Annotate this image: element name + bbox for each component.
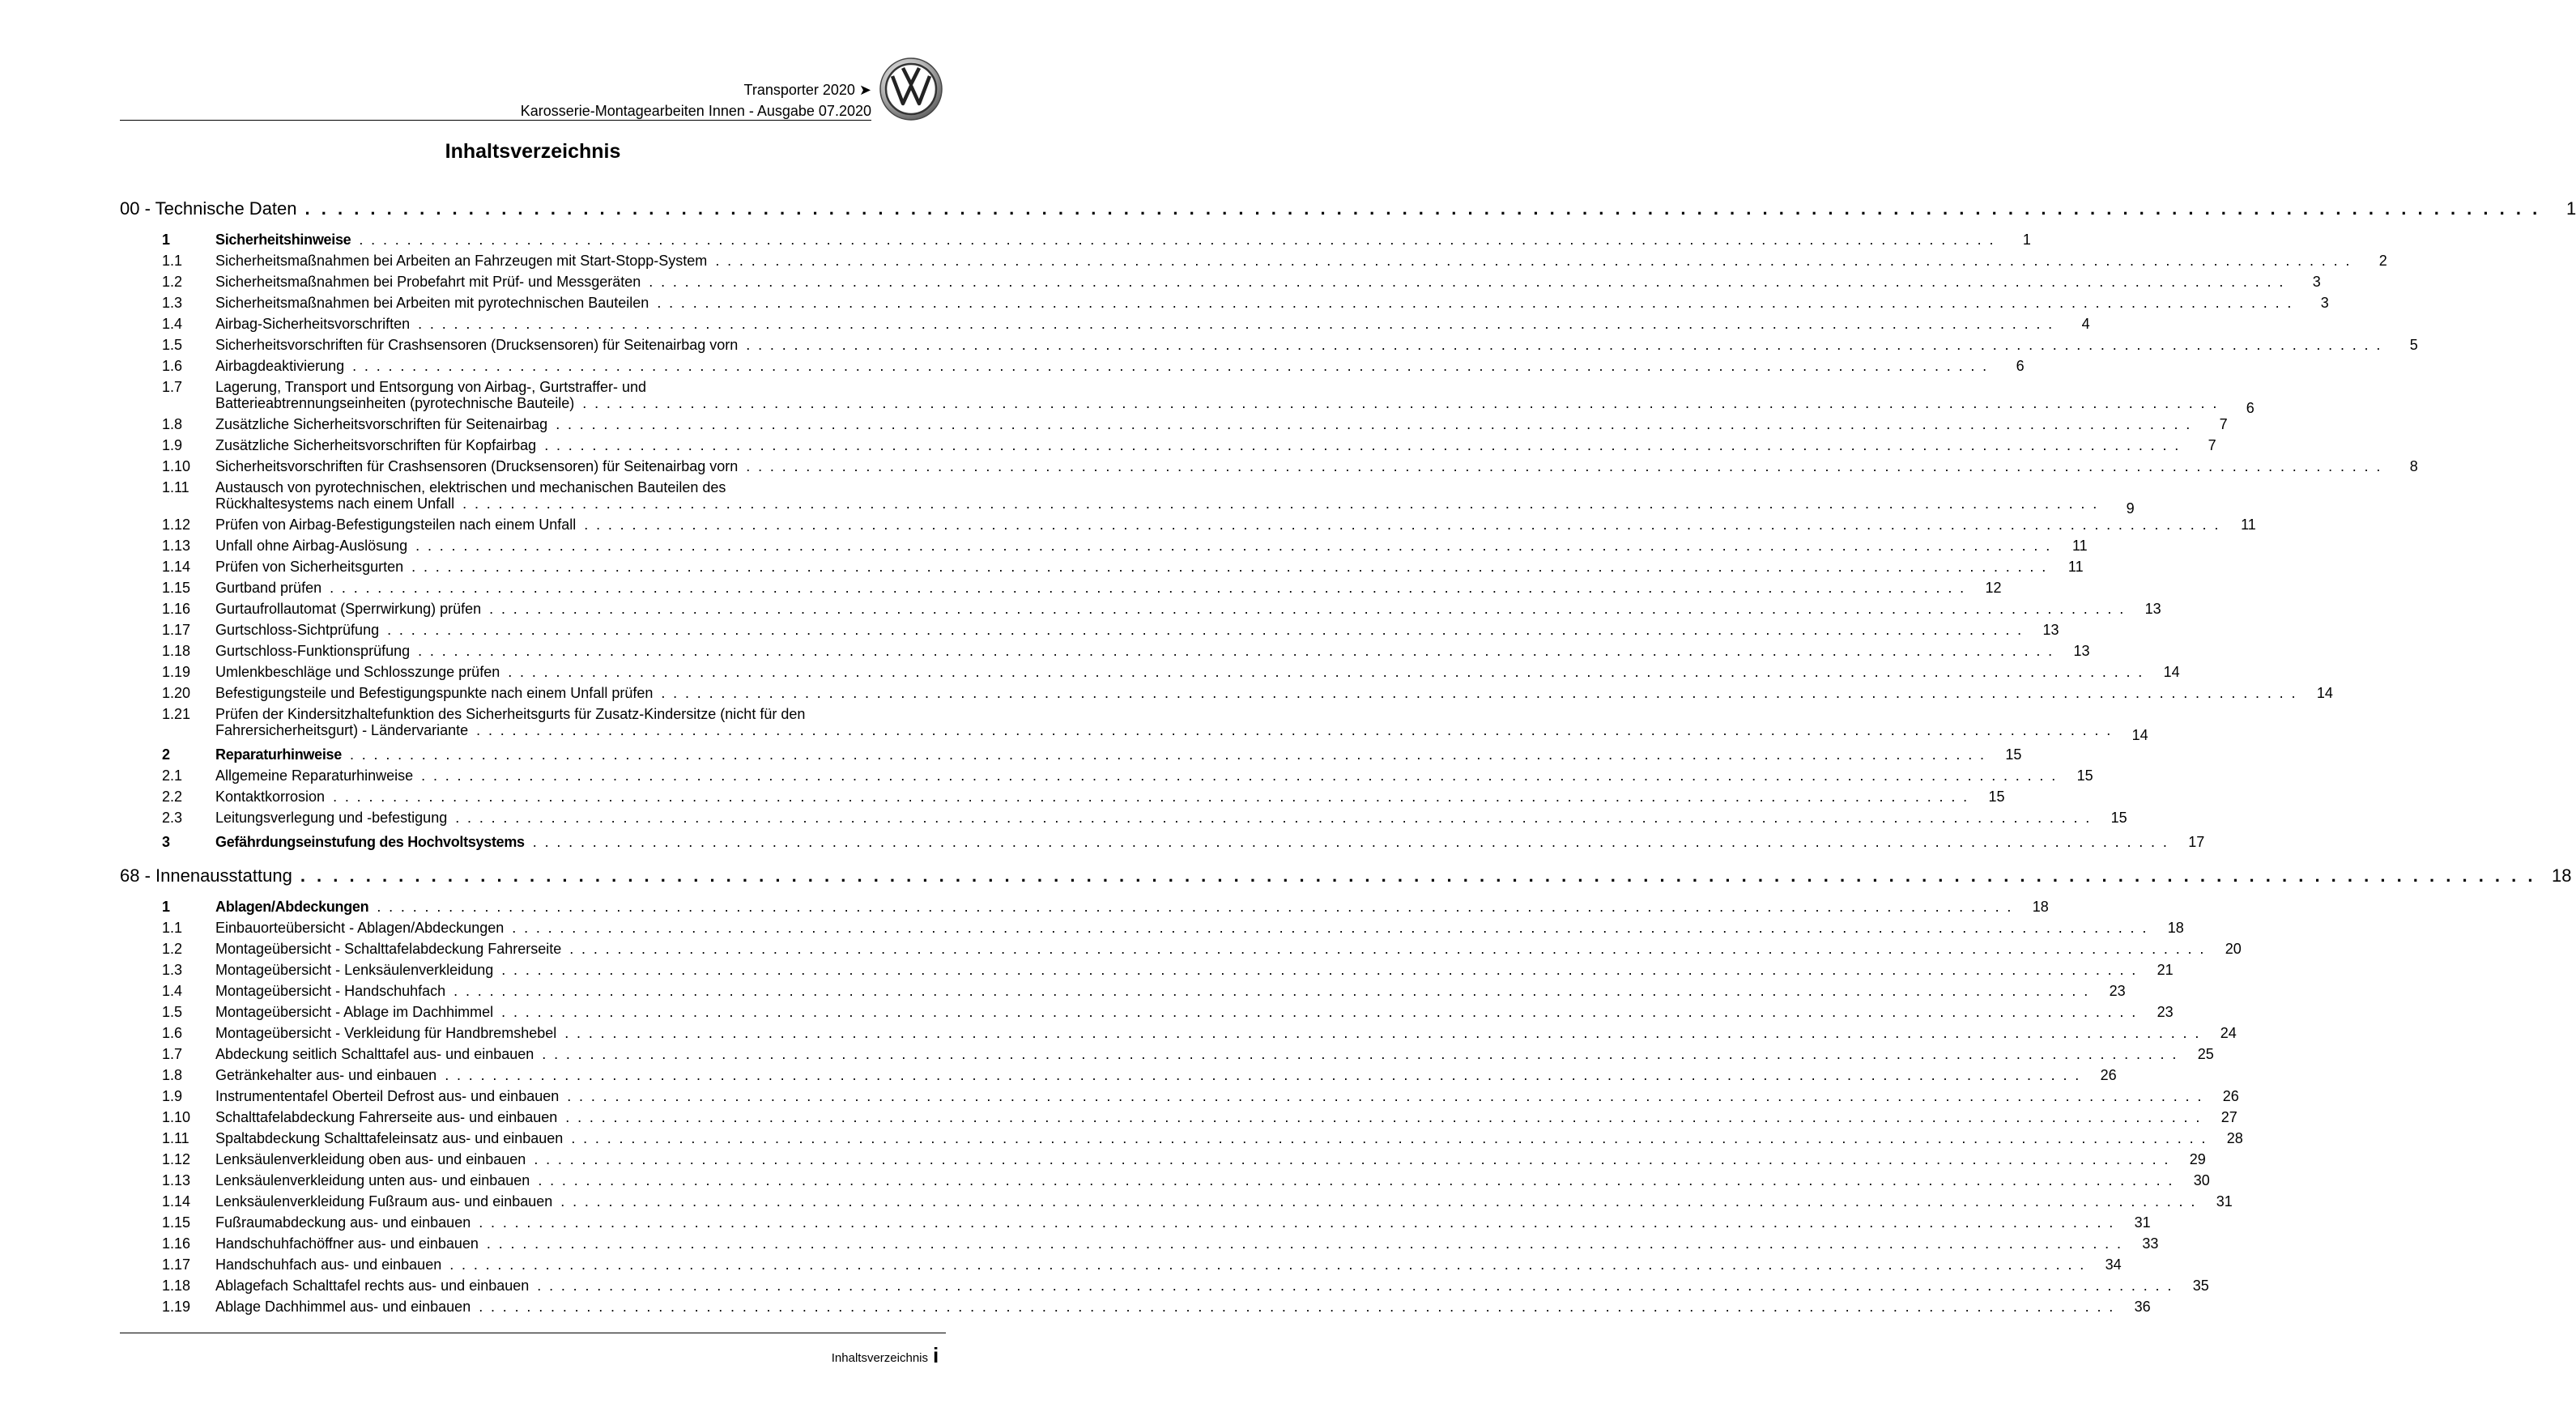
toc-entry-page: 14 (2316, 685, 2333, 701)
toc-leader (500, 664, 2144, 680)
toc-entry-title: Reparaturhinweise (215, 746, 342, 763)
toc-entry-title: Leitungsverlegung und -befestigung (215, 810, 448, 826)
toc-entry-page: 15 (2076, 767, 2093, 784)
vw-logo-icon (879, 57, 943, 121)
toc-entry-number: 1.3 (162, 962, 183, 978)
toc-entry-page: 30 (2193, 1172, 2210, 1188)
toc-entry-title: Ablagefach Schalttafel rechts aus- und einbauen (215, 1278, 530, 1294)
toc-leader (707, 253, 2351, 269)
toc-entry-number: 1.19 (162, 1299, 191, 1315)
toc-entry-page: 6 (2246, 400, 2255, 416)
toc-entry-title: Lenksäulenverkleidung Fußraum aus- und einbauen (215, 1193, 553, 1210)
toc-entry-page: 1 (2022, 232, 2031, 248)
toc-entry[interactable] (120, 316, 2090, 337)
toc-entry-page: 14 (2163, 664, 2180, 680)
toc-leader (563, 1130, 2207, 1146)
toc-leader (552, 1193, 2196, 1210)
toc-entry-number: 1 (162, 899, 170, 915)
toc-entry[interactable] (120, 601, 2161, 622)
toc-entry-page: 31 (2216, 1193, 2233, 1210)
toc-entry-page: 7 (2219, 416, 2228, 432)
toc-entry-title: Airbagdeaktivierung (215, 358, 345, 374)
toc-entry-title: Montageübersicht - Verkleidung für Handbremshebel (215, 1025, 557, 1041)
toc-entry-page: 13 (2042, 622, 2059, 638)
toc-entry-title: Montageübersicht - Lenksäulenverkleidung (215, 962, 494, 978)
header-rule (120, 120, 871, 121)
toc-leader (641, 274, 2284, 290)
toc-entry-page: 24 (2220, 1025, 2237, 1041)
toc-leader (504, 920, 2148, 936)
toc-entry[interactable] (120, 295, 2329, 316)
toc-leader (470, 1214, 2114, 1231)
toc-entry-number: 1.2 (162, 941, 183, 957)
toc-entry-title: Schalttafelabdeckung Fahrerseite aus- und einbauen (215, 1109, 558, 1125)
toc-entry-number: 1.14 (162, 1193, 191, 1210)
toc-entry-title: Austausch von pyrotechnischen, elektrischen und mechanischen Bauteilen des (215, 479, 726, 495)
toc-entry-page: 35 (2192, 1278, 2209, 1294)
toc-leader (379, 622, 2023, 638)
toc-section[interactable] (120, 899, 2049, 920)
toc-entry-number: 1.17 (162, 622, 191, 638)
toc-entry-number: 1.21 (162, 706, 191, 722)
toc-entry-title: Ablage Dachhimmel aus- und einbauen (215, 1299, 471, 1315)
toc-leader (529, 1278, 2173, 1294)
toc-entry-number: 1.1 (162, 920, 183, 936)
toc-entry[interactable] (120, 643, 2090, 664)
toc-leader (292, 857, 2536, 895)
toc-leader (547, 416, 2191, 432)
toc-entry-title: Lagerung, Transport und Entsorgung von Airbag-, Gurtstraffer- und (215, 379, 646, 395)
toc-entry-number: 1.13 (162, 538, 191, 554)
toc-entry-title: Sicherheitsmaßnahmen bei Arbeiten mit pyrotechnischen Bauteilen (215, 295, 649, 311)
toc-entry-page: 12 (1985, 580, 2002, 596)
toc-entry-title: Abdeckung seitlich Schalttafel aus- und einbauen (215, 1046, 534, 1062)
toc-entry[interactable] (120, 274, 2321, 295)
toc-entry-title: Zusätzliche Sicherheitsvorschriften für Seitenairbag (215, 416, 548, 432)
toc-entry-title: Prüfen von Sicherheitsgurten (215, 559, 404, 575)
toc-entry-title: Gurtschloss-Sichtprüfung (215, 622, 380, 638)
toc-leader (536, 437, 2180, 453)
toc-entry-title: Handschuhfachöffner aus- und einbauen (215, 1235, 479, 1252)
toc-leader (479, 1235, 2123, 1252)
toc-entry-number: 1.10 (162, 458, 191, 474)
toc-entry[interactable] (120, 983, 2126, 1004)
toc-entry-title: Montageübersicht - Handschuhfach (215, 983, 446, 999)
toc-entry[interactable] (120, 1299, 2151, 1320)
toc-entry[interactable] (120, 458, 2418, 479)
toc-entry-title: Gurtschloss-Funktionsprüfung (215, 643, 411, 659)
toc-entry-number: 1.8 (162, 416, 183, 432)
toc-leader (557, 1109, 2201, 1125)
toc-entry[interactable] (120, 941, 2242, 962)
toc-entry-number: 1.10 (162, 1109, 191, 1125)
toc-entry-title: Gefährdungseinstufung des Hochvoltsystems (215, 834, 525, 850)
toc-entry-page: 11 (2071, 538, 2088, 554)
toc-entry-title: Allgemeine Reparaturhinweise (215, 767, 414, 784)
toc-leader (468, 722, 2112, 738)
footer-label: Inhaltsverzeichnis (831, 1351, 928, 1365)
toc-entry-page: 15 (2110, 810, 2127, 826)
toc-leader (530, 1172, 2174, 1188)
toc-entry-number: 2 (162, 746, 170, 763)
toc-entry[interactable] (120, 253, 2387, 274)
toc-entry[interactable] (120, 1256, 2122, 1278)
toc-entry[interactable] (120, 920, 2184, 941)
toc-entry-title: Umlenkbeschläge und Schlosszunge prüfen (215, 664, 500, 680)
toc-entry-number: 1.15 (162, 580, 191, 596)
toc-entry-number: 1.16 (162, 1235, 191, 1252)
toc-entry[interactable] (120, 1088, 2239, 1109)
toc-entry[interactable] (120, 962, 2174, 983)
toc-entry-page: 18 (2032, 899, 2049, 915)
toc-entry-number: 1.12 (162, 1151, 191, 1167)
toc-entry[interactable] (120, 789, 2005, 810)
toc-entry-page: 21 (2157, 962, 2174, 978)
toc-leader (738, 337, 2382, 353)
toc-entry-page: 26 (2222, 1088, 2239, 1104)
header-edition: Karosserie-Montagearbeiten Innen - Ausgabe 07.2020 (520, 103, 871, 119)
toc-entry[interactable] (120, 580, 2002, 601)
toc-entry-page: 28 (2226, 1130, 2243, 1146)
toc-entry[interactable] (120, 664, 2180, 685)
toc-leader (493, 962, 2137, 978)
toc-entry-page: 27 (2220, 1109, 2238, 1125)
toc-entry-number: 1.5 (162, 337, 183, 353)
toc-entry-title: Kontaktkorrosion (215, 789, 326, 805)
toc-entry-title: Montageübersicht - Ablage im Dachhimmel (215, 1004, 494, 1020)
toc-entry[interactable] (120, 1025, 2237, 1046)
toc-entry-title: Zusätzliche Sicherheitsvorschriften für Kopfairbag (215, 437, 537, 453)
toc-entry-number: 1.11 (162, 1130, 189, 1146)
toc-entry-page: 31 (2134, 1214, 2151, 1231)
toc-entry-title: Prüfen der Kindersitzhaltefunktion des Sicherheitsgurts für Zusatz-Kindersitze (nicht für den (215, 706, 806, 722)
toc-entry-number: 1.1 (162, 253, 183, 269)
toc-leader (559, 1088, 2203, 1104)
toc-leader (525, 834, 2169, 850)
toc-entry-number: 1.4 (162, 983, 183, 999)
toc-leader (297, 189, 2541, 228)
toc-entry-title: Lenksäulenverkleidung oben aus- und einbauen (215, 1151, 526, 1167)
toc-leader (481, 601, 2125, 617)
toc-entry-page: 3 (2312, 274, 2321, 290)
toc-entry-number: 1.18 (162, 643, 191, 659)
toc-entry-number: 1.9 (162, 437, 183, 453)
toc-entry-number: 1.14 (162, 559, 191, 575)
toc-leader (441, 1256, 2085, 1273)
toc-leader (526, 1151, 2169, 1167)
toc-entry-number: 2.3 (162, 810, 183, 826)
toc-entry-page: 4 (2081, 316, 2090, 332)
toc-entry-page: 9 (2126, 500, 2135, 517)
toc-leader (410, 643, 2054, 659)
toc-entry-page: 36 (2134, 1299, 2151, 1315)
toc-leader (321, 580, 1965, 596)
document-title: Inhaltsverzeichnis (445, 140, 621, 163)
toc-leader (470, 1299, 2114, 1315)
toc-entry-page: 18 (2167, 920, 2184, 936)
toc-entry[interactable] (120, 1193, 2233, 1214)
table-of-contents (120, 189, 2576, 1320)
toc-entry-number: 2.2 (162, 789, 183, 805)
toc-leader (576, 517, 2220, 533)
toc-entry-page: 26 (2100, 1067, 2117, 1083)
toc-entry[interactable] (120, 437, 2216, 458)
toc-entry[interactable] (120, 1067, 2117, 1088)
toc-entry[interactable] (120, 1109, 2238, 1130)
toc-entry[interactable] (120, 685, 2333, 706)
toc-entry-title: Prüfen von Airbag-Befestigungsteilen nach einem Unfall (215, 517, 577, 533)
toc-entry-page: 7 (2208, 437, 2216, 453)
toc-leader (407, 538, 2051, 554)
toc-entry[interactable] (120, 358, 2025, 379)
toc-entry-title: Lenksäulenverkleidung unten aus- und einbauen (215, 1172, 530, 1188)
toc-entry-number: 1.8 (162, 1067, 183, 1083)
toc-entry-number: 1.11 (162, 479, 189, 495)
toc-entry-number: 1.19 (162, 664, 191, 680)
toc-leader (413, 767, 2057, 784)
toc-entry-number: 1.5 (162, 1004, 183, 1020)
toc-entry[interactable] (120, 379, 2255, 416)
toc-entry-page: 17 (2188, 834, 2205, 850)
toc-entry[interactable] (120, 1130, 2243, 1151)
toc-chapter-title: 00 - Technische Daten (120, 198, 297, 219)
toc-entry-page: 6 (2016, 358, 2025, 374)
toc-section[interactable] (120, 232, 2031, 253)
toc-entry-number: 1.9 (162, 1088, 183, 1104)
toc-entry-number: 1.6 (162, 358, 183, 374)
toc-entry[interactable] (120, 706, 2148, 743)
toc-entry[interactable] (120, 1004, 2174, 1025)
toc-entry[interactable] (120, 1278, 2209, 1299)
toc-entry-page: 20 (2225, 941, 2242, 957)
toc-entry[interactable] (120, 538, 2088, 559)
toc-chapter-page: 18 (2552, 865, 2572, 886)
toc-leader (403, 559, 2047, 575)
toc-entry-number: 1.6 (162, 1025, 183, 1041)
toc-entry[interactable] (120, 517, 2256, 538)
toc-entry[interactable] (120, 416, 2228, 437)
toc-entry-number: 1.12 (162, 517, 191, 533)
toc-leader (556, 1025, 2200, 1041)
header-model: Transporter 2020 ➤ (743, 82, 871, 98)
toc-leader (445, 983, 2089, 999)
toc-entry-number: 1.4 (162, 316, 183, 332)
toc-entry-title: Instrumententafel Oberteil Defrost aus- und einbauen (215, 1088, 560, 1104)
toc-entry-page: 13 (2144, 601, 2161, 617)
footer-page-number: i (933, 1343, 939, 1367)
toc-entry-title: Ablagen/Abdeckungen (215, 899, 369, 915)
toc-entry-page: 15 (2005, 746, 2022, 763)
toc-entry-page: 14 (2131, 727, 2148, 743)
toc-entry-number: 3 (162, 834, 170, 850)
toc-leader (436, 1067, 2080, 1083)
toc-entry[interactable] (120, 1151, 2206, 1172)
toc-entry-title: Getränkehalter aus- und einbauen (215, 1067, 437, 1083)
toc-entry-page: 13 (2073, 643, 2090, 659)
toc-section[interactable] (120, 746, 2022, 767)
toc-entry-page: 11 (2067, 559, 2084, 575)
toc-entry-title-continued: Batterieabtrennungseinheiten (pyrotechnische Bauteile) (215, 395, 575, 411)
toc-entry-number: 2.1 (162, 767, 183, 784)
toc-entry-title: Sicherheitsmaßnahmen bei Probefahrt mit Prüf- und Messgeräten (215, 274, 641, 290)
toc-entry-page: 25 (2197, 1046, 2214, 1062)
toc-entry-page: 23 (2157, 1004, 2174, 1020)
toc-entry-title: Sicherheitshinweise (215, 232, 351, 248)
toc-leader (325, 789, 1969, 805)
toc-entry[interactable] (120, 559, 2084, 580)
toc-entry[interactable] (120, 1172, 2210, 1193)
toc-entry-title: Einbauorteübersicht - Ablagen/Abdeckungen (215, 920, 505, 936)
toc-leader (653, 685, 2297, 701)
toc-leader (410, 316, 2054, 332)
toc-leader (574, 395, 2218, 411)
toc-entry[interactable] (120, 810, 2127, 831)
toc-section[interactable] (120, 834, 2205, 855)
toc-chapter-page: 1 (2565, 198, 2576, 219)
toc-leader (351, 232, 1995, 248)
toc-entry-number: 1.20 (162, 685, 191, 701)
toc-entry-number: 1.7 (162, 379, 183, 395)
toc-chapter-title: 68 - Innenausstattung (120, 865, 292, 886)
toc-entry-number: 1.17 (162, 1256, 191, 1273)
toc-leader (493, 1004, 2137, 1020)
toc-entry[interactable] (120, 479, 2135, 517)
toc-leader (534, 1046, 2178, 1062)
toc-entry-title: Handschuhfach aus- und einbauen (215, 1256, 442, 1273)
toc-entry-title: Fußraumabdeckung aus- und einbauen (215, 1214, 471, 1231)
toc-entry-page: 2 (2378, 253, 2387, 269)
toc-entry[interactable] (120, 1235, 2159, 1256)
toc-entry-page: 34 (2105, 1256, 2122, 1273)
toc-leader (561, 941, 2205, 957)
toc-entry-title: Gurtaufrollautomat (Sperrwirkung) prüfen (215, 601, 482, 617)
toc-entry-number: 1.16 (162, 601, 191, 617)
toc-leader (649, 295, 2293, 311)
toc-leader (447, 810, 2091, 826)
toc-chapter[interactable] (120, 189, 2576, 228)
toc-leader (738, 458, 2382, 474)
toc-entry-title-continued: Rückhaltesystems nach einem Unfall (215, 495, 455, 512)
toc-entry-title: Gurtband prüfen (215, 580, 322, 596)
toc-entry-title: Montageübersicht - Schalttafelabdeckung Fahrerseite (215, 941, 562, 957)
toc-entry-number: 1.13 (162, 1172, 191, 1188)
toc-entry-page: 3 (2320, 295, 2329, 311)
toc-entry-title: Airbag-Sicherheitsvorschriften (215, 316, 411, 332)
toc-entry[interactable] (120, 337, 2418, 358)
toc-entry[interactable] (120, 767, 2093, 789)
toc-chapter[interactable] (120, 857, 2572, 895)
toc-entry-page: 5 (2409, 337, 2418, 353)
toc-entry-number: 1.3 (162, 295, 183, 311)
toc-entry-title: Sicherheitsvorschriften für Crashsensoren (Drucksensoren) für Seitenairbag vorn (215, 337, 739, 353)
toc-entry[interactable] (120, 1046, 2214, 1067)
toc-entry-title: Sicherheitsmaßnahmen bei Arbeiten an Fahrzeugen mit Start-Stopp-System (215, 253, 708, 269)
toc-leader (342, 746, 1986, 763)
toc-entry-page: 33 (2142, 1235, 2159, 1252)
toc-leader (344, 358, 1988, 374)
toc-entry-title: Befestigungsteile und Befestigungspunkte nach einem Unfall prüfen (215, 685, 654, 701)
toc-entry-number: 1.15 (162, 1214, 191, 1231)
toc-entry-number: 1 (162, 232, 170, 248)
toc-entry-page: 29 (2189, 1151, 2206, 1167)
toc-entry-title-continued: Fahrersicherheitsgurt) - Ländervariante (215, 722, 469, 738)
toc-leader (368, 899, 2012, 915)
toc-entry-number: 1.7 (162, 1046, 183, 1062)
toc-entry-number: 1.2 (162, 274, 183, 290)
toc-leader (454, 495, 2098, 512)
toc-entry-title: Sicherheitsvorschriften für Crashsensoren (Drucksensoren) für Seitenairbag vorn (215, 458, 739, 474)
toc-entry-page: 23 (2109, 983, 2126, 999)
toc-entry[interactable] (120, 622, 2059, 643)
toc-entry-page: 8 (2409, 458, 2418, 474)
toc-entry-page: 11 (2241, 517, 2256, 533)
toc-entry[interactable] (120, 1214, 2151, 1235)
toc-entry-page: 15 (1988, 789, 2005, 805)
toc-entry-title: Unfall ohne Airbag-Auslösung (215, 538, 408, 554)
toc-entry-number: 1.18 (162, 1278, 191, 1294)
toc-entry-title: Spaltabdeckung Schalttafeleinsatz aus- und einbauen (215, 1130, 564, 1146)
